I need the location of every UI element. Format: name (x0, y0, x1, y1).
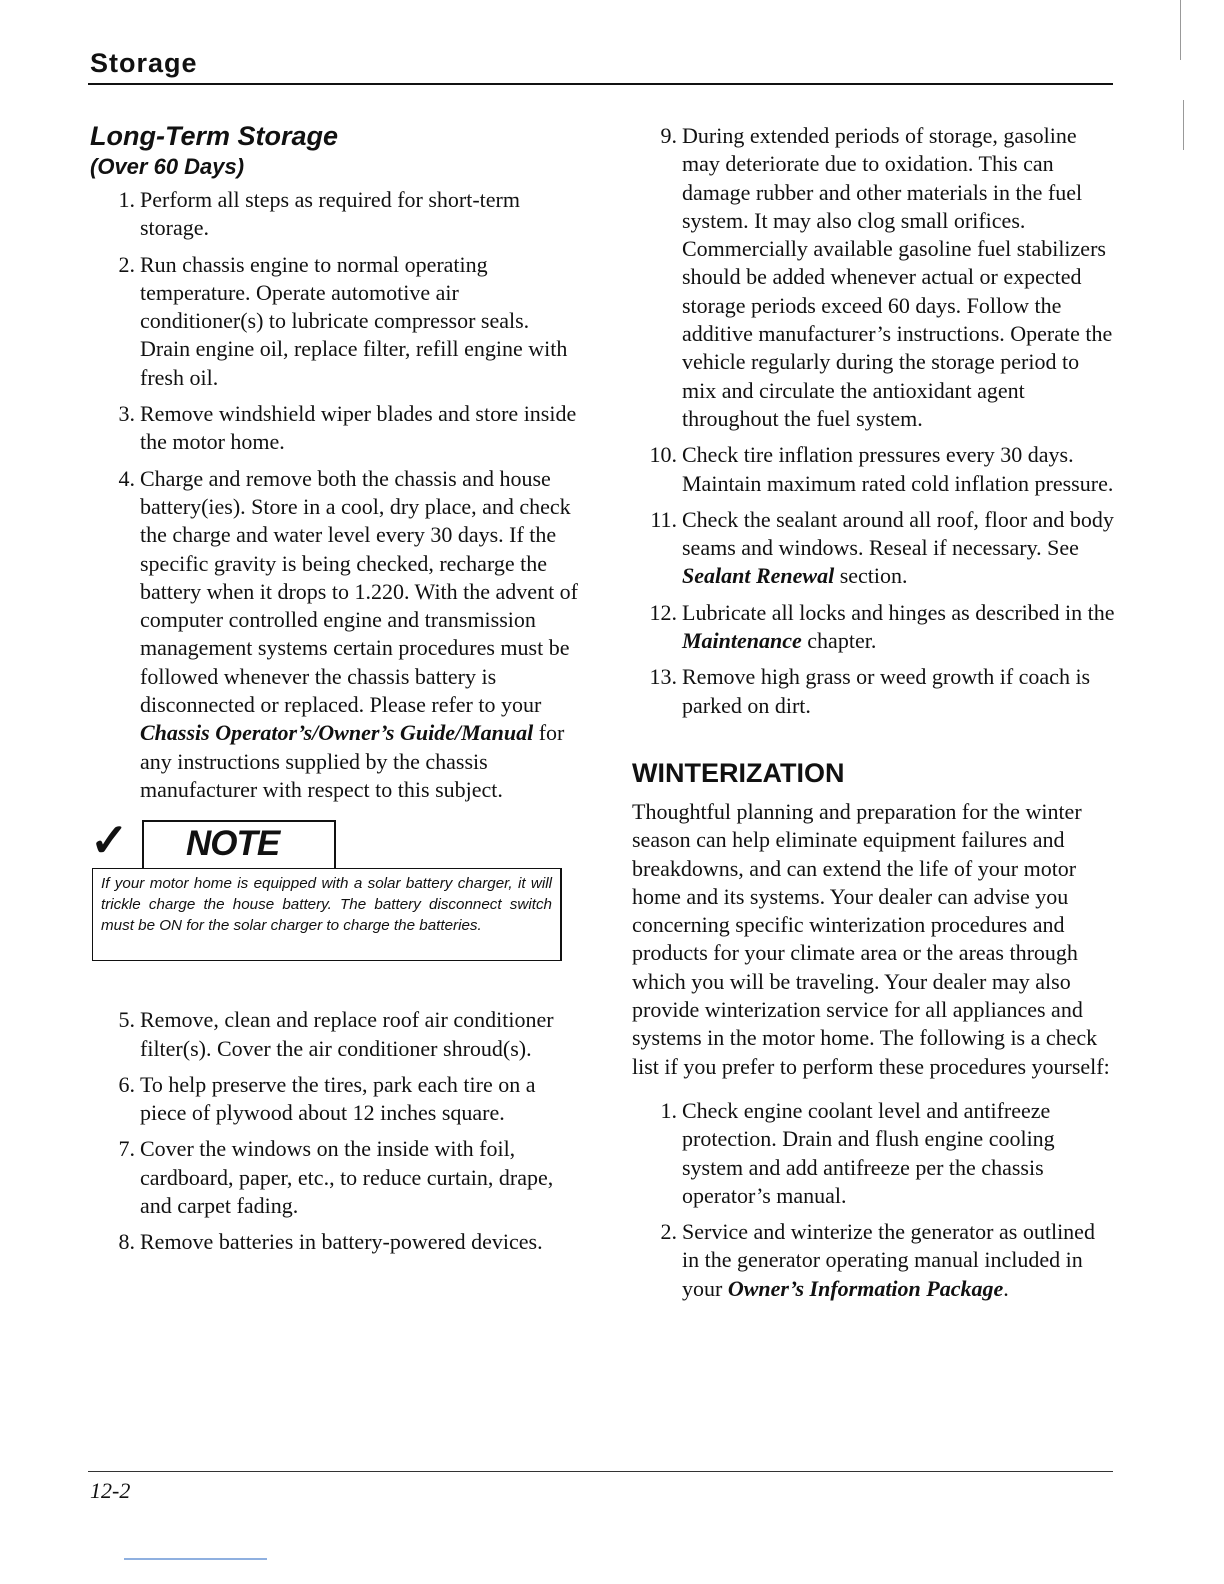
item-number: 8. (118, 1229, 135, 1255)
item-text: section. (834, 563, 908, 589)
list-item (90, 251, 580, 392)
left-column (90, 120, 580, 1265)
winterization-steps-list (632, 1097, 1117, 1303)
list-item (90, 465, 580, 805)
list-item (632, 441, 1117, 498)
storage-steps-list (90, 186, 580, 804)
item-text: Charge and remove both the chassis and house battery(ies). Store in a cool, dry place, and check the charge and water level every 30 days. If the specific gravity is being checked, recharge the battery when it drops to 1.220. With the advent of computer controlled engine and transmission management systems certain procedures must be followed whenever the chassis battery is disconnected or replaced. Please refer to your (140, 465, 579, 718)
list-item (632, 1097, 1117, 1210)
item-text: To help preserve the tires, park each tire on a piece of plywood about 12 inches square. (140, 1071, 536, 1126)
header-rule (88, 83, 1113, 85)
item-text: During extended periods of storage, gasoline may deteriorate due to oxidation. This can damage rubber and other materials in the fuel system. It may also clog small orifices. Commercially available gasoline fuel stabilizers should be added whenever actual or expected storage periods exceed 60 days. Follow the additive manufacturer’s instructions. Operate the vehicle regularly during the storage period to mix and circulate the antioxidant agent throughout the fuel system. (682, 123, 1113, 431)
item-number: 3. (118, 401, 135, 427)
item-text: for any instructions supplied by the chassis manufacturer with respect to this subject. (140, 720, 565, 802)
item-text: Remove high grass or weed growth if coach is parked on dirt. (682, 664, 1091, 718)
note-tab (142, 820, 336, 868)
right-column (632, 122, 1117, 1311)
section-reference: Sealant Renewal (682, 563, 835, 589)
item-number: 11. (650, 506, 677, 532)
edge-mark (1180, 0, 1181, 60)
item-number: 9. (660, 123, 677, 148)
note-callout (90, 816, 580, 992)
list-item (90, 1135, 580, 1220)
winterization-intro: Thoughtful planning and preparation for the winter season can help eliminate equipment failures and breakdowns, and can extend the life of your motor home and its systems. Your dealer can advise you concerning specific winterization procedures and products for your climate area or the areas through which you will be traveling. Your dealer may also provide winterization service for all appliances and systems in the motor home. The following is a check list if you prefer to perform these procedures yourself: (632, 798, 1110, 1079)
edge-mark (1183, 100, 1184, 150)
section-subtitle: (Over 60 Days) (90, 154, 245, 179)
footer-rule (88, 1471, 1113, 1472)
item-number: 1. (118, 187, 135, 212)
item-number: 6. (118, 1071, 135, 1097)
list-item (90, 186, 580, 243)
item-text: . (1003, 1275, 1009, 1301)
storage-steps-list-right (632, 122, 1117, 720)
package-reference: Owner’s Information Package (727, 1275, 1004, 1301)
item-text: Check tire inflation pressures every 30 days. Maintain maximum rated cold inflation pressure. (682, 442, 1114, 496)
item-text: Perform all steps as required for short-term storage. (140, 187, 520, 241)
item-text: Service and winterize the generator as outlined in the generator operating manual included in your (682, 1219, 1095, 1301)
checkmark-icon: ✓ (90, 815, 129, 867)
section-title: Long-Term Storage (90, 121, 339, 151)
list-item (90, 1071, 580, 1128)
item-number: 1. (660, 1097, 677, 1123)
list-item (632, 122, 1117, 433)
list-item (90, 1006, 580, 1063)
item-text: Check the sealant around all roof, floor and body seams and windows. Reseal if necessary. See (682, 506, 1114, 561)
item-text: Check engine coolant level and antifreeze protection. Drain and flush engine cooling system and add antifreeze per the chassis operator’s manual. (682, 1097, 1055, 1208)
item-number: 2. (118, 251, 135, 277)
manual-reference: Chassis Operator’s/Owner’s Guide/Manual (140, 720, 534, 746)
item-text: Run chassis engine to normal operating temperature. Operate automotive air conditioner(s) to lubricate compressor seals. Drain engine oil, replace filter, refill engine with fresh oil. (140, 251, 568, 390)
item-text: Remove, clean and replace roof air conditioner filter(s). Cover the air conditioner shroud(s). (140, 1007, 554, 1061)
list-item (632, 599, 1117, 656)
item-number: 2. (660, 1219, 677, 1245)
list-item (632, 663, 1117, 720)
item-number: 12. (649, 599, 677, 625)
item-number: 13. (649, 664, 677, 690)
list-item (90, 400, 580, 457)
storage-steps-list-continued (90, 1006, 580, 1256)
chapter-reference: Maintenance (682, 628, 802, 654)
item-text: chapter. (801, 628, 877, 654)
list-item (90, 1228, 580, 1256)
item-text: Lubricate all locks and hinges as described in the (682, 599, 1115, 625)
page-number: 12-2 (90, 1478, 131, 1503)
item-text: Remove windshield wiper blades and store inside the motor home. (140, 401, 577, 455)
item-text: Cover the windows on the inside with foil, cardboard, paper, etc., to reduce curtain, drape, and carpet fading. (140, 1136, 554, 1219)
note-label: NOTE (186, 824, 280, 864)
list-item (632, 506, 1117, 591)
list-item (632, 1218, 1117, 1303)
note-text: If your motor home is equipped with a solar battery charger, it will trickle charge the house battery. The battery disconnect switch must be ON for the solar charger to charge the batteries. (92, 868, 562, 961)
item-number: 10. (649, 442, 677, 468)
item-number: 4. (118, 465, 135, 491)
winterization-heading: WINTERIZATION (632, 757, 845, 788)
page-header-title: Storage (90, 48, 198, 78)
item-number: 7. (118, 1136, 135, 1162)
item-text: Remove batteries in battery-powered devices. (140, 1229, 543, 1255)
item-number: 5. (118, 1007, 135, 1033)
scan-artifact-line (124, 1558, 267, 1560)
